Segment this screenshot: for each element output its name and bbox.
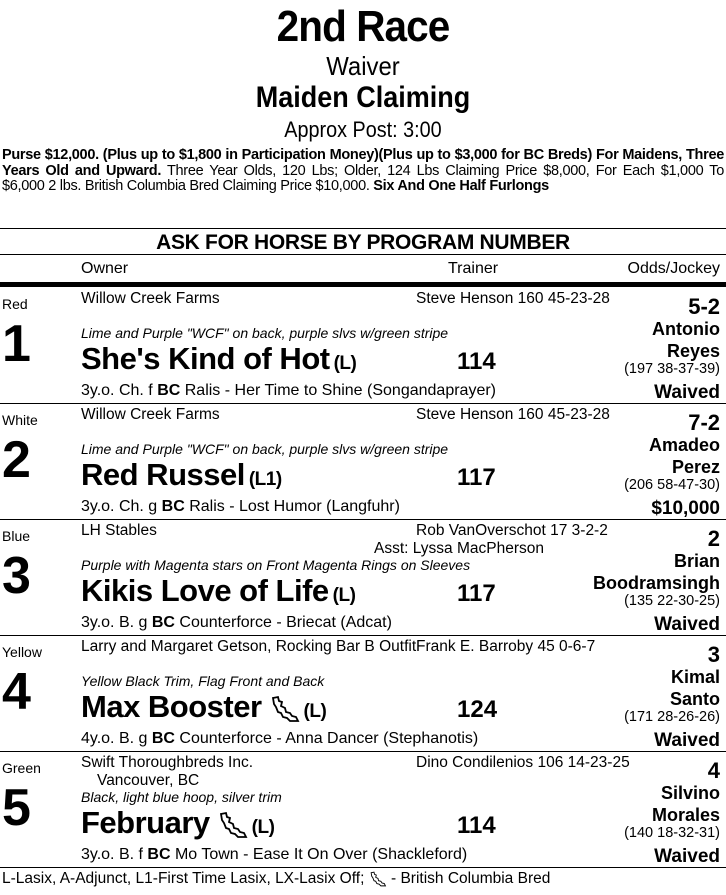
morning-line-odds: 5-2 xyxy=(688,294,720,319)
pedigree-age-sex: 3y.o. B. g xyxy=(81,614,152,631)
jockey-last-name: Morales xyxy=(651,805,720,825)
jockey-first-name: Antonio xyxy=(652,319,720,339)
jockey-name xyxy=(593,550,720,594)
pedigree xyxy=(81,382,496,400)
british-columbia-outline-icon xyxy=(369,871,387,887)
silks-description: Lime and Purple "WCF" on back, purple slvs w/green stripe xyxy=(81,325,449,341)
jockey-name xyxy=(670,666,720,710)
divider xyxy=(0,254,726,255)
race-title: 2nd Race xyxy=(276,2,450,51)
race-class: Maiden Claiming xyxy=(255,81,471,114)
jockey-last-name: Reyes xyxy=(666,341,720,361)
legend-text-bc: - British Columbia Bred xyxy=(386,870,551,887)
trainer-name: Dino Condilenios 106 14-23-25 xyxy=(416,754,630,771)
owner-location: Vancouver, BC xyxy=(97,772,200,789)
owner-name: Swift Thoroughbreds Inc. xyxy=(81,754,254,771)
trainer-name: Steve Henson 160 45-23-28 xyxy=(416,406,610,423)
pedigree-breeding: Counterforce - Briecat (Adcat) xyxy=(174,614,392,631)
claim-status: Waived xyxy=(654,846,720,867)
morning-line-odds: 3 xyxy=(707,642,720,667)
saddle-cloth-color: Blue xyxy=(2,528,31,544)
post-time: Approx Post: 3:00 xyxy=(284,117,442,142)
owner-name: LH Stables xyxy=(81,522,157,539)
horse-name-line xyxy=(81,804,274,847)
british-columbia-outline-icon xyxy=(270,695,300,723)
pedigree xyxy=(81,614,392,632)
program-number: 4 xyxy=(2,663,31,721)
medication: (L) xyxy=(333,353,357,374)
silks-description: Yellow Black Trim, Flag Front and Back xyxy=(81,673,325,689)
program-number: 1 xyxy=(2,315,31,373)
entry-row xyxy=(0,752,726,868)
pedigree-age-sex: 4y.o. B. g xyxy=(81,730,152,747)
weight: 114 xyxy=(457,812,496,839)
horse-name-line xyxy=(81,688,326,731)
owner-name: Willow Creek Farms xyxy=(81,290,220,307)
jockey-stats: (197 38-37-39) xyxy=(624,361,720,377)
pedigree xyxy=(81,730,478,748)
program-number: 5 xyxy=(2,779,31,837)
silks-description: Purple with Magenta stars on Front Magenta Rings on Sleeves xyxy=(81,557,471,573)
morning-line-odds: 4 xyxy=(707,758,720,783)
jockey-stats: (206 58-47-30) xyxy=(624,477,720,493)
entry-row xyxy=(0,404,726,520)
conditions-purse: Purse $12,000. (Plus up to $1,800 in Participation Money)(Plus up to $3,000 for BC Breds) For Maidens, Three Years Old and Upward. xyxy=(2,147,724,179)
jockey-name xyxy=(652,782,720,826)
saddle-cloth-color: Green xyxy=(2,760,41,776)
pedigree-age-sex: 3y.o. B. f xyxy=(81,846,148,863)
jockey-name xyxy=(652,318,720,362)
pedigree-breeding: Ralis - Her Time to Shine (Songandaprayer) xyxy=(180,382,496,399)
owner-name: Larry and Margaret Getson, Rocking Bar B Outfit xyxy=(81,638,417,655)
medication: (L) xyxy=(332,585,356,606)
claim-status: Waived xyxy=(654,730,720,751)
horse-name-line xyxy=(81,340,356,383)
bc-bred-mark: BC xyxy=(157,382,181,399)
ask-banner: ASK FOR HORSE BY PROGRAM NUMBER xyxy=(156,231,570,254)
conditions-distance: Six And One Half Furlongs xyxy=(373,178,549,194)
bc-bred-mark: BC xyxy=(151,614,175,631)
horse-name: February xyxy=(81,805,210,840)
horse-name: She's Kind of Hot xyxy=(81,341,330,376)
header-divider xyxy=(0,282,726,287)
jockey-stats: (171 28-26-26) xyxy=(624,709,720,725)
pedigree-breeding: Counterforce - Anna Dancer (Stephanotis) xyxy=(174,730,479,747)
program-number: 2 xyxy=(2,431,31,489)
saddle-cloth-color: Yellow xyxy=(2,644,42,660)
odds-jockey-column-header: Odds/Jockey xyxy=(627,260,720,277)
claim-status: Waived xyxy=(654,382,720,403)
bc-bred-mark: BC xyxy=(151,730,175,747)
jockey-last-name: Santo xyxy=(669,689,720,709)
divider xyxy=(0,228,726,229)
jockey-first-name: Silvino xyxy=(660,783,720,803)
race-header xyxy=(0,2,726,144)
race-type: Waiver xyxy=(326,51,400,81)
horse-name-line xyxy=(81,456,282,499)
trainer-name: Steve Henson 160 45-23-28 xyxy=(416,290,610,307)
jockey-stats: (135 22-30-25) xyxy=(624,593,720,609)
horse-name: Red Russel xyxy=(81,457,245,492)
bc-bred-mark: BC xyxy=(147,846,171,863)
pedigree xyxy=(81,846,467,864)
assistant-trainer: Asst: Lyssa MacPherson xyxy=(374,540,544,557)
claim-status: Waived xyxy=(654,614,720,635)
morning-line-odds: 2 xyxy=(707,526,720,551)
horse-name-line xyxy=(81,572,355,615)
medication: (L) xyxy=(251,817,275,838)
column-headers xyxy=(0,260,726,282)
weight: 117 xyxy=(457,464,496,491)
horse-name: Max Booster xyxy=(81,689,262,724)
silks-description: Lime and Purple "WCF" on back, purple slvs w/green stripe xyxy=(81,441,449,457)
jockey-first-name: Amadeo xyxy=(648,435,720,455)
trainer-name: Rob VanOverschot 17 3-2-2 xyxy=(416,522,608,539)
saddle-cloth-color: White xyxy=(2,412,38,428)
medication: (L) xyxy=(303,701,327,722)
legend-footer xyxy=(2,870,550,888)
pedigree xyxy=(81,498,400,516)
silks-description: Black, light blue hoop, silver trim xyxy=(81,789,282,805)
conditions-weights: Three Year Olds, 120 Lbs; Older, 124 Lbs Claiming Price $8,000, For Each $1,000 To $6,000 2 lbs. British Columbia Bred Claiming Price $10,000. xyxy=(2,162,724,194)
weight: 114 xyxy=(457,348,496,375)
owner-name: Willow Creek Farms xyxy=(81,406,220,423)
jockey-last-name: Boodramsingh xyxy=(592,573,720,593)
pedigree-age-sex: 3y.o. Ch. f xyxy=(81,382,158,399)
pedigree-breeding: Mo Town - Ease It On Over (Shackleford) xyxy=(170,846,468,863)
race-conditions xyxy=(2,148,724,195)
claim-status: $10,000 xyxy=(651,498,720,519)
entry-row xyxy=(0,636,726,752)
owner-column-header: Owner xyxy=(81,260,129,277)
trainer-name: Frank E. Barroby 45 0-6-7 xyxy=(416,638,596,655)
british-columbia-outline-icon xyxy=(218,811,248,839)
pedigree-age-sex: 3y.o. Ch. g xyxy=(81,498,162,515)
saddle-cloth-color: Red xyxy=(2,296,28,312)
jockey-first-name: Kimal xyxy=(670,667,720,687)
horse-name: Kikis Love of Life xyxy=(81,573,329,608)
trainer-column-header: Trainer xyxy=(448,260,499,277)
jockey-last-name: Perez xyxy=(671,457,720,477)
medication: (L1) xyxy=(248,469,282,490)
pedigree-breeding: Ralis - Lost Humor (Langfuhr) xyxy=(184,498,400,515)
weight: 117 xyxy=(457,580,496,607)
bc-bred-mark: BC xyxy=(161,498,185,515)
jockey-stats: (140 18-32-31) xyxy=(624,825,720,841)
entry-divider xyxy=(0,867,726,868)
entry-row xyxy=(0,288,726,404)
jockey-name xyxy=(649,434,720,478)
entry-row xyxy=(0,520,726,636)
morning-line-odds: 7-2 xyxy=(688,410,720,435)
legend-text: L-Lasix, A-Adjunct, L1-First Time Lasix, LX-Lasix Off; xyxy=(2,870,369,887)
program-number: 3 xyxy=(2,547,31,605)
jockey-first-name: Brian xyxy=(673,551,720,571)
weight: 124 xyxy=(457,696,498,723)
